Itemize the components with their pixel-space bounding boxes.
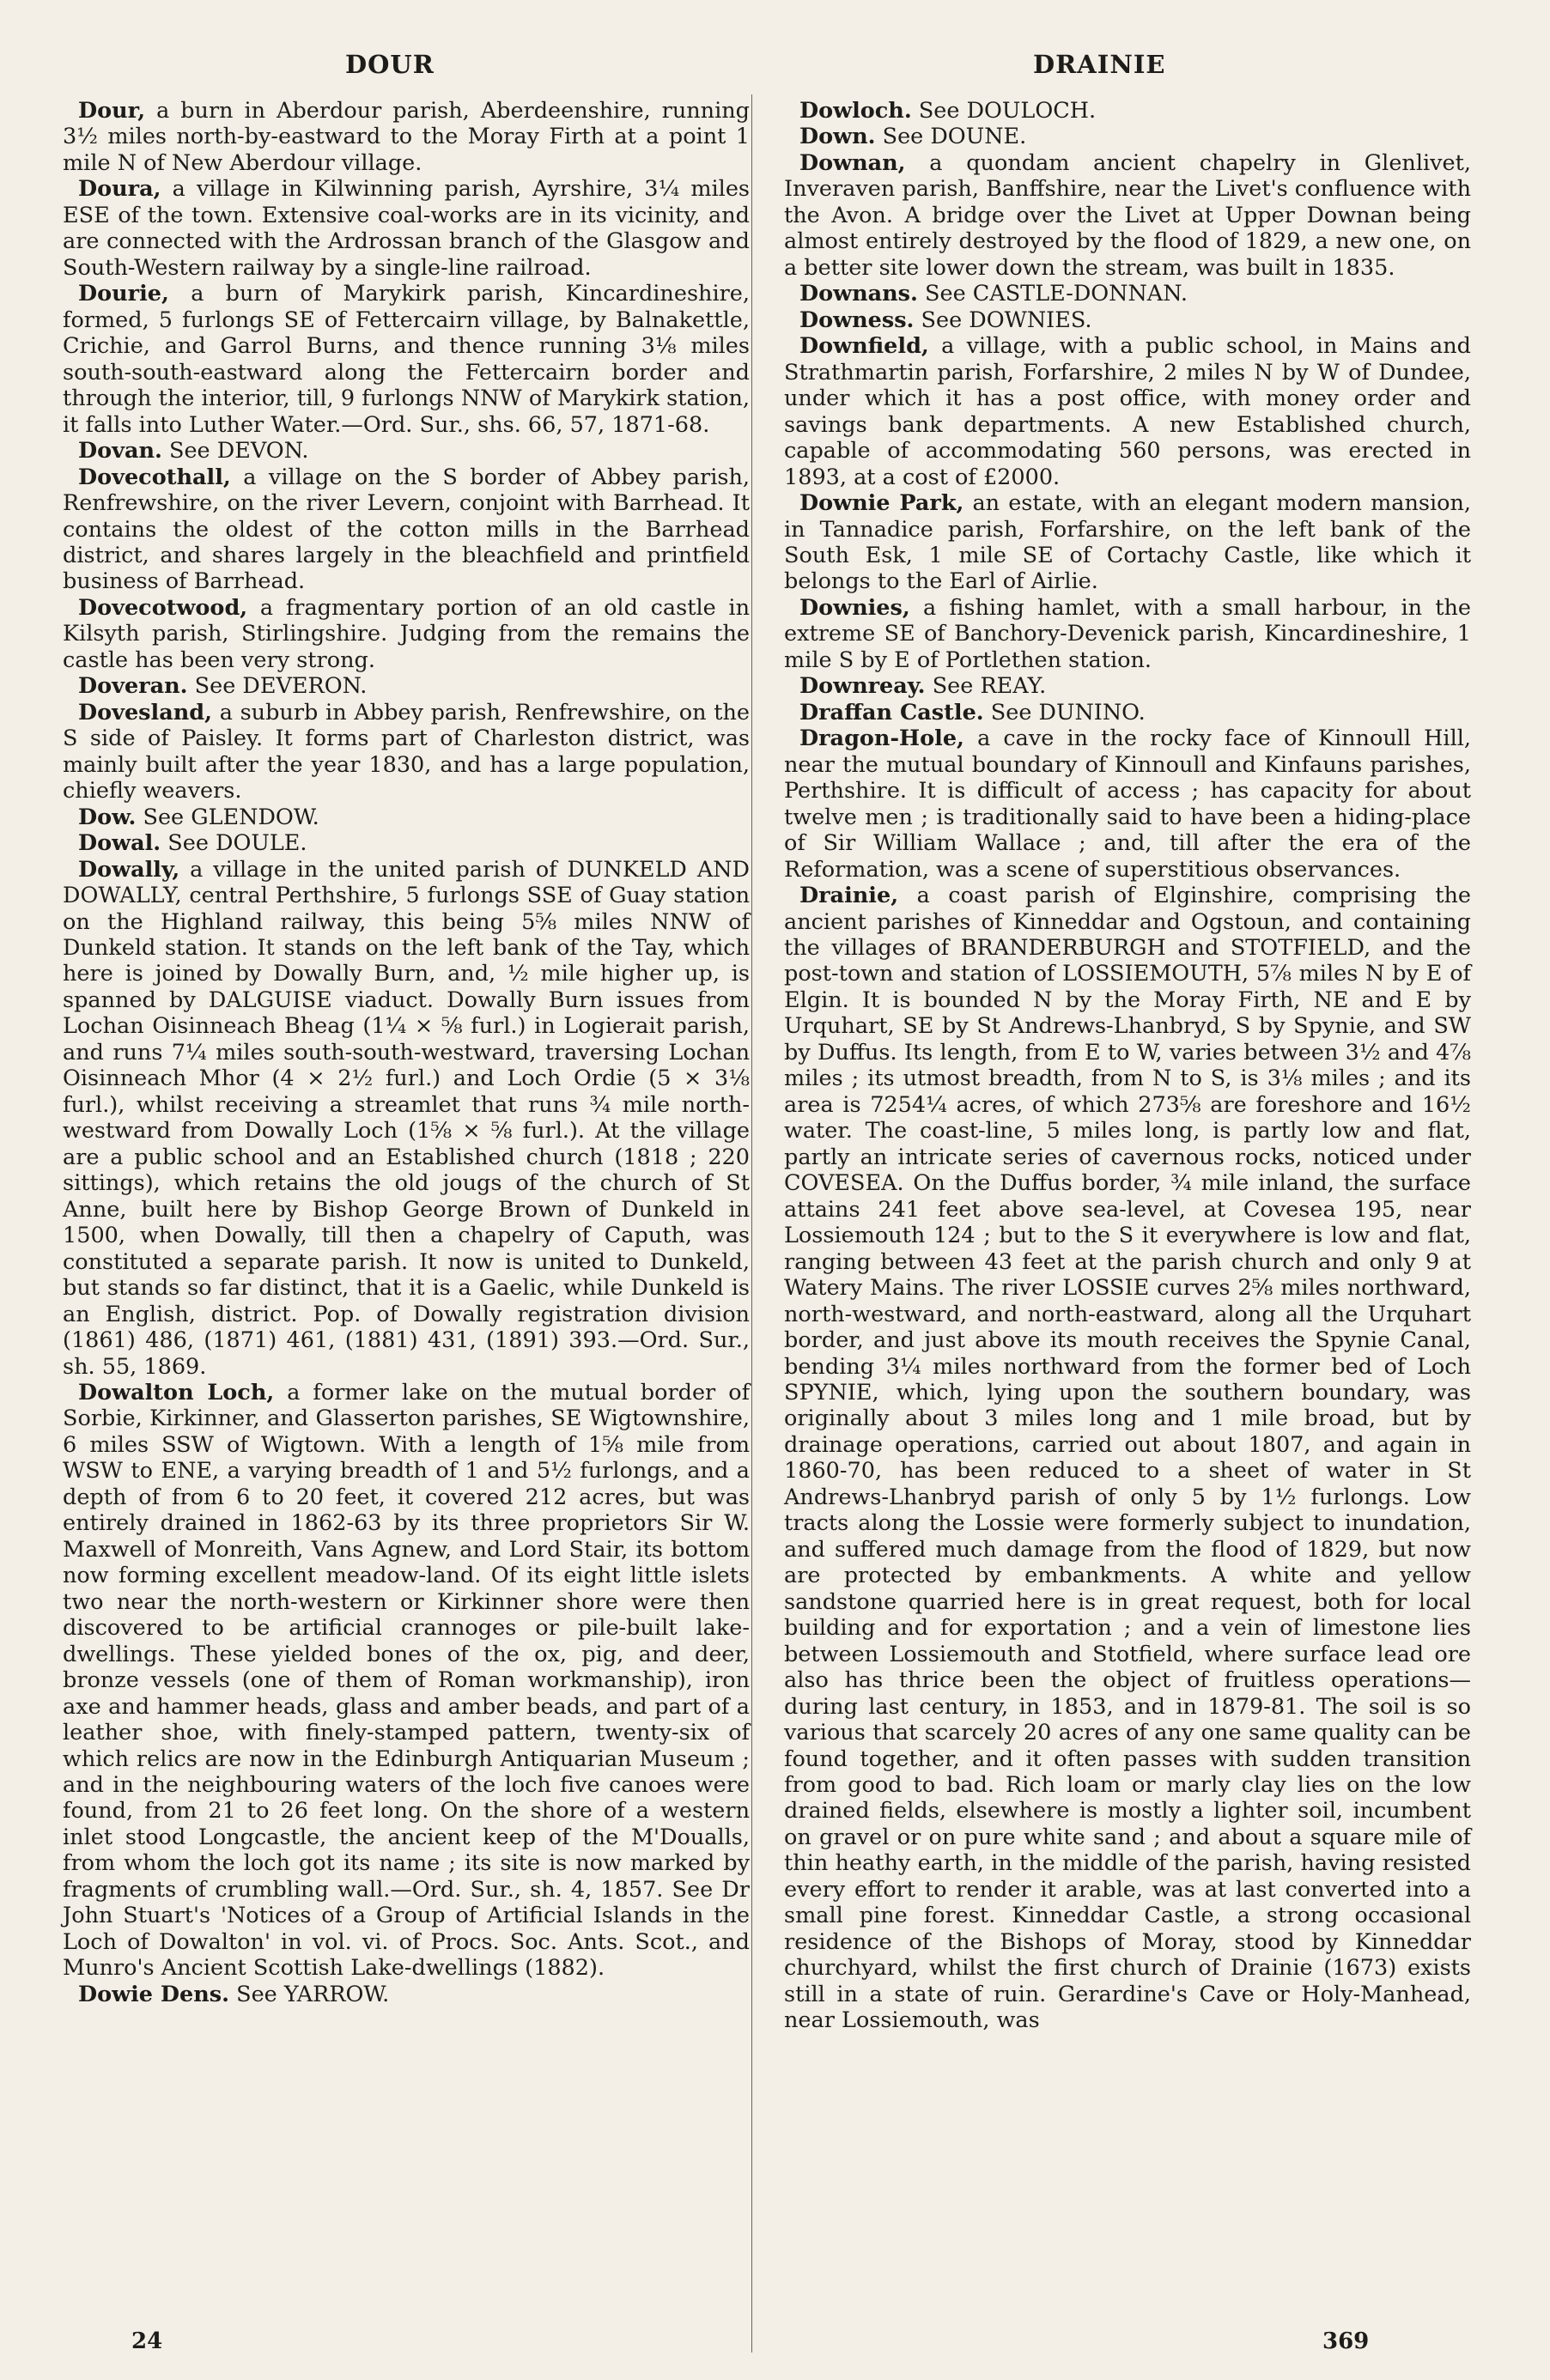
entry-text: a suburb in Abbey parish, Renfrewshire, on the S side of Paisley. It forms part of Charleston district, was mainly built after the year 1830, and has a large population, chiefly weavers. xyxy=(63,699,750,804)
right-page-number: 369 xyxy=(1322,2328,1370,2354)
entry-headword: Downie Park, xyxy=(799,490,964,517)
entry-text: See DEVERON. xyxy=(194,673,368,700)
gazetteer-entry xyxy=(63,438,750,464)
gazetteer-entry xyxy=(63,700,750,804)
gazetteer-entry xyxy=(784,307,1471,333)
left-page-number: 24 xyxy=(131,2328,163,2354)
entry-text: a fishing hamlet, with a small harbour, in the extreme SE of Banchory-Devenick parish, Kincardineshire, 1 mile S by E of Portlethen station. xyxy=(784,594,1471,673)
gazetteer-entry xyxy=(784,333,1471,490)
gazetteer-entry xyxy=(63,804,750,830)
entry-text: a fragmentary portion of an old castle in Kilsyth parish, Stirlingshire. Judging from the remains the castle has been very strong. xyxy=(63,594,750,673)
entry-headword: Drainie, xyxy=(799,883,899,909)
entry-headword: Doveran. xyxy=(78,673,188,700)
gazetteer-entry xyxy=(63,1982,750,2007)
right-column xyxy=(784,98,1471,2034)
entry-headword: Dowalton Loch, xyxy=(78,1379,275,1406)
entry-text: a burn in Aberdour parish, Aberdeenshire, running 3½ miles north-by-eastward to the Moray Firth at a point 1 mile N of New Aberdour village. xyxy=(63,98,751,176)
entry-text: See GLENDOW. xyxy=(143,804,319,830)
entry-text: a village in Kilwinning parish, Ayrshire, 3¼ miles ESE of the town. Extensive coal-works are in its vicinity, and are connected with the Ardrossan branch of the Glasgow and South-Western railway by a single-line railroad. xyxy=(63,176,751,281)
entry-headword: Downfield, xyxy=(799,333,929,360)
entry-headword: Dour, xyxy=(78,98,146,124)
entry-text: a former lake on the mutual border of Sorbie, Kirkinner, and Glasserton parishes, SE Wigtownshire, 6 miles SSW of Wigtown. With a length of 1⅝ mile from WSW to ENE, a varying breadth of 1 and 5½ furlongs, and a depth of from 6 to 20 feet, it covered 212 acres, but was entirely drained in 1862-63 by its three proprietors Sir W. Maxwell of Monreith, Vans Agnew, and Lord Stair, its bottom now forming excellent meadow-land. Of its eight little islets two near the north-western or Kirkinner shore were then discovered to be artificial crannoges or pile-built lake-dwellings. These yielded bones of the ox, pig, and deer, bronze vessels (one of them of Roman workmanship), iron axe and hammer heads, glass and amber beads, and part of a leather shoe, with finely-stamped pattern, twenty-six of which relics are now in the Edinburgh Antiquarian Museum ; and in the neighbouring waters of the loch five canoes were found, from 21 to 26 feet long. On the shore of a western inlet stood Longcastle, the ancient keep of the M'Doualls, from whom the loch got its name ; its site is now marked by fragments of crumbling wall.—Ord. Sur., sh. 4, 1857. See Dr John Stuart's 'Notices of a Group of Artificial Islands in the Loch of Dowalton' in vol. vi. of Procs. Soc. Ants. Scot., and Munro's Ancient Scottish Lake-dwellings (1882). xyxy=(63,1379,751,1982)
entry-headword: Dovecothall, xyxy=(78,464,231,490)
gazetteer-entry xyxy=(63,1380,750,1982)
entry-text: See DOWNIES. xyxy=(921,307,1092,333)
gazetteer-entry xyxy=(784,124,1471,149)
entry-text: See DUNINO. xyxy=(990,699,1146,726)
left-running-head: DOUR xyxy=(345,50,435,79)
gazetteer-entry xyxy=(63,464,750,595)
gazetteer-entry xyxy=(63,98,750,176)
entry-headword: Dowie Dens. xyxy=(78,1981,229,2007)
gazetteer-entry xyxy=(784,150,1471,281)
entry-headword: Dourie, xyxy=(78,281,169,307)
gazetteer-entry xyxy=(784,700,1471,726)
entry-headword: Dovesland, xyxy=(78,699,212,726)
gazetteer-entry xyxy=(63,595,750,673)
gazetteer-entry xyxy=(784,281,1471,307)
entry-headword: Dowloch. xyxy=(799,98,912,124)
entry-headword: Dow. xyxy=(78,804,137,830)
gazetteer-entry xyxy=(63,176,750,281)
entry-text: See DEVON. xyxy=(169,438,309,464)
entry-headword: Dovecotwood, xyxy=(78,594,248,621)
entry-headword: Dovan. xyxy=(78,438,162,464)
entry-text: a village on the S border of Abbey parish, Renfrewshire, on the river Levern, conjoint with Barrhead. It contains the oldest of the cotton mills in the Barrhead district, and shares largely in the bleachfield and printfield business of Barrhead. xyxy=(63,464,750,595)
entry-headword: Dragon-Hole, xyxy=(799,726,964,752)
right-running-head: DRAINIE xyxy=(1033,50,1166,79)
entry-text: an estate, with an elegant modern mansion, in Tannadice parish, Forfarshire, on the left bank of the South Esk, 1 mile SE of Cortachy Castle, like which it belongs to the Earl of Airlie. xyxy=(784,490,1471,595)
entry-text: a quondam ancient chapelry in Glenlivet, Inveraven parish, Banffshire, near the Livet's confluence with the Avon. A bridge over the Livet at Upper Downan being almost entirely destroyed by the flood of 1829, a new one, on a better site lower down the stream, was built in 1835. xyxy=(784,149,1472,281)
entry-text: See YARROW. xyxy=(236,1981,390,2007)
gazetteer-entry xyxy=(63,281,750,438)
gazetteer-entry xyxy=(63,857,750,1380)
gazetteer-entry xyxy=(784,673,1471,699)
gazetteer-entry xyxy=(63,673,750,699)
entry-text: See DOULOCH. xyxy=(918,98,1097,124)
entry-headword: Draffan Castle. xyxy=(799,699,984,726)
gazetteer-entry xyxy=(784,726,1471,883)
entry-text: a coast parish of Elginshire, comprising the ancient parishes of Kinneddar and Ogstoun, and containing the villages of BRANDERBURGH and STOTFIELD, and the post-town and station of LOSSIEMOUTH, 5⅞ miles N by E of Elgin. It is bounded N by the Moray Firth, NE and E by Urquhart, SE by St Andrews-Lhanbryd, S by Spynie, and SW by Duffus. Its length, from E to W, varies between 3½ and 4⅞ miles ; its utmost breadth, from N to S, is 3⅛ miles ; and its area is 7254¼ acres, of which 273⅝ are foreshore and 16½ water. The coast-line, 5 miles long, is partly low and flat, partly an intricate series of cavernous rocks, noticed under COVESEA. On the Duffus border, ¾ mile inland, the surface attains 241 feet above sea-level, at Covesea 195, near Lossiemouth 124 ; but to the S it everywhere is low and flat, ranging between 43 feet at the parish church and only 9 at Watery Mains. The river LOSSIE curves 2⅝ miles northward, north-westward, and north-eastward, along all the Urquhart border, and just above its mouth receives the Spynie Canal, bending 3¼ miles northward from the former bed of Loch SPYNIE, which, lying upon the southern boundary, was originally about 3 miles long and 1 mile broad, but by drainage operations, carried out about 1807, and again in 1860-70, has been reduced to a sheet of water in St Andrews-Lhanbryd parish of only 5 by 1½ furlongs. Low tracts along the Lossie were formerly subject to inundation, and suffered much damage from the flood of 1829, but now are protected by embankments. A white and yellow sandstone quarried here is in great request, both for local building and for exportation ; and a vein of limestone lies between Lossiemouth and Stotfield, where surface lead ore also has thrice been the object of fruitless operations—during last century, in 1853, and in 1879-81. The soil is so various that scarcely 20 acres of any one same quality can be found together, and it often passes with sudden transition from good to bad. Rich loam or marly clay lies on the low drained fields, elsewhere is mostly a lighter soil, incumbent on gravel or on pure white sand ; and about a square mile of thin heathy earth, in the middle of the parish, having resisted every effort to render it arable, was at last converted into a small pine forest. Kinneddar Castle, a strong occasional residence of the Bishops of Moray, stood by Kinneddar churchyard, whilst the first church of Drainie (1673) exists still in a state of ruin. Gerardine's Cave or Holy-Manhead, near Lossiemouth, was xyxy=(784,883,1472,2034)
entry-headword: Downreay. xyxy=(799,673,926,700)
entry-text: a cave in the rocky face of Kinnoull Hill, near the mutual boundary of Kinnoull and Kinfauns parishes, Perthshire. It is difficult of access ; has capacity for about twelve men ; is traditionally said to have been a hiding-place of Sir William Wallace ; and, till after the era of the Reformation, was a scene of superstitious observances. xyxy=(784,726,1471,883)
gazetteer-entry xyxy=(784,595,1471,673)
entry-text: a burn of Marykirk parish, Kincardineshire, formed, 5 furlongs SE of Fettercairn village, by Balnakettle, Crichie, and Garrol Burns, and thence running 3⅛ miles south-south-eastward along the Fettercairn border and through the interior, till, 9 furlongs NNW of Marykirk station, it falls into Luther Water.—Ord. Sur., shs. 66, 57, 1871-68. xyxy=(63,281,750,438)
entry-text: See CASTLE-DONNAN. xyxy=(925,281,1188,307)
entry-text: See REAY. xyxy=(932,673,1047,700)
gazetteer-entry xyxy=(63,830,750,856)
entry-headword: Downans. xyxy=(799,281,918,307)
entry-headword: Dowal. xyxy=(78,830,161,857)
entry-text: a village, with a public school, in Mains and Strathmartin parish, Forfarshire, 2 miles N by W of Dundee, under which it has a post office, with money order and savings bank departments. A new Established church, capable of accommodating 560 persons, was erected in 1893, at a cost of £2000. xyxy=(784,333,1471,490)
entry-headword: Doura, xyxy=(78,176,161,203)
left-column xyxy=(63,98,750,2007)
gazetteer-entry xyxy=(784,98,1471,124)
gazetteer-entry xyxy=(784,883,1471,2034)
entry-text: a village in the united parish of DUNKELD AND DOWALLY, central Perthshire, 5 furlongs SSE of Guay station on the Highland railway, this being 5⅝ miles NNW of Dunkeld station. It stands on the left bank of the Tay, which here is joined by Dowally Burn, and, ½ mile higher up, is spanned by DALGUISE viaduct. Dowally Burn issues from Lochan Oisinneach Bheag (1¼ × ⅝ furl.) in Logierait parish, and runs 7¼ miles south-south-westward, traversing Lochan Oisinneach Mhor (4 × 2½ furl.) and Loch Ordie (5 × 3⅛ furl.), whilst receiving a streamlet that runs ¾ mile north-westward from Dowally Loch (1⅝ × ⅝ furl.). At the village are a public school and an Established church (1818 ; 220 sittings), which retains the old jougs of the church of St Anne, built here by Bishop George Brown of Dunkeld in 1500, when Dowally, till then a chapelry of Caputh, was constituted a separate parish. It now is united to Dunkeld, but stands so far distinct, that it is a Gaelic, while Dunkeld is an English, district. Pop. of Dowally registration division (1861) 486, (1871) 461, (1881) 431, (1891) 393.—Ord. Sur., sh. 55, 1869. xyxy=(63,856,750,1380)
entry-headword: Downan, xyxy=(799,149,906,176)
entry-headword: Downies, xyxy=(799,594,910,621)
entry-headword: Down. xyxy=(799,124,876,150)
entry-headword: Dowally, xyxy=(78,856,180,883)
entry-text: See DOULE. xyxy=(167,830,307,857)
column-divider xyxy=(751,94,752,2353)
entry-headword: Downess. xyxy=(799,307,915,333)
entry-text: See DOUNE. xyxy=(882,124,1027,150)
gazetteer-entry xyxy=(784,490,1471,595)
